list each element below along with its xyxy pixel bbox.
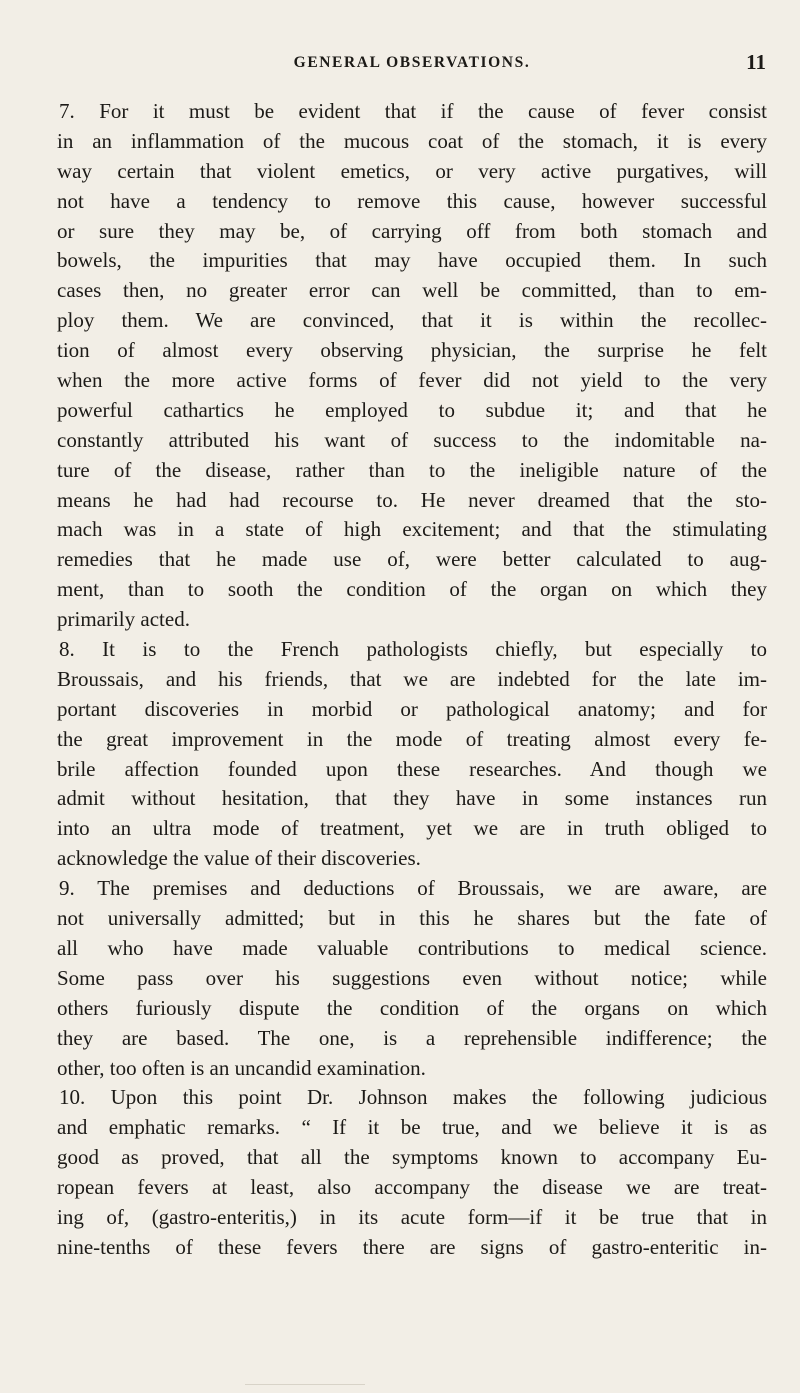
text-line: other, too often is an uncandid examination. bbox=[57, 1055, 426, 1080]
text-line: not have a tendency to remove this cause, however successful bbox=[57, 188, 767, 213]
text-line: primarily acted. bbox=[57, 607, 190, 632]
text-line: others furiously dispute the condition of the organs on which bbox=[57, 995, 767, 1020]
text-line: tion of almost every observing physician, the surprise he felt bbox=[57, 338, 767, 363]
text-line: ture of the disease, rather than to the ineligible nature of the bbox=[57, 457, 767, 482]
text-line: acknowledge the value of their discoveries. bbox=[57, 846, 421, 871]
text-line: nine-tenths of these fevers there are signs of gastro-enteritic in- bbox=[57, 1234, 767, 1259]
text-line: into an ultra mode of treatment, yet we are in truth obliged to bbox=[57, 816, 767, 841]
text-line: 8. It is to the French pathologists chiefly, but especially to bbox=[59, 637, 767, 662]
text-line: ploy them. We are convinced, that it is within the recollec- bbox=[57, 308, 767, 333]
text-line: all who have made valuable contributions to medical science. bbox=[57, 935, 767, 960]
text-line: ing of, (gastro-enteritis,) in its acute form—if it be true that in bbox=[57, 1204, 767, 1229]
text-line: Broussais, and his friends, that we are indebted for the late im- bbox=[57, 666, 767, 691]
running-title: GENERAL OBSERVATIONS. bbox=[293, 54, 531, 71]
text-line: 10. Upon this point Dr. Johnson makes the following judicious bbox=[59, 1085, 767, 1110]
text-line: bowels, the impurities that may have occupied them. In such bbox=[57, 248, 767, 273]
text-line: way certain that violent emetics, or very active purgatives, will bbox=[57, 158, 767, 183]
text-line: when the more active forms of fever did not yield to the very bbox=[57, 368, 767, 393]
text-line: in an inflammation of the mucous coat of the stomach, it is every bbox=[57, 128, 767, 153]
text-line: ment, than to sooth the condition of the organ on which they bbox=[57, 577, 767, 602]
text-line: cases then, no greater error can well be committed, than to em- bbox=[57, 278, 767, 303]
body-text bbox=[57, 97, 767, 1263]
text-line: means he had had recourse to. He never dreamed that the sto- bbox=[57, 487, 767, 512]
text-line: they are based. The one, is a reprehensible indifference; the bbox=[57, 1025, 767, 1050]
text-line: portant discoveries in morbid or pathological anatomy; and for bbox=[57, 696, 767, 721]
text-line: 9. The premises and deductions of Broussais, we are aware, are bbox=[59, 876, 767, 901]
text-line: Some pass over his suggestions even without notice; while bbox=[57, 965, 767, 990]
page-number: 11 bbox=[746, 50, 766, 74]
text-line: constantly attributed his want of success to the indomitable na- bbox=[57, 427, 767, 452]
bottom-rule bbox=[245, 1384, 365, 1385]
text-line: not universally admitted; but in this he shares but the fate of bbox=[57, 906, 767, 931]
running-head bbox=[58, 50, 766, 78]
text-line: mach was in a state of high excitement; and that the stimulating bbox=[57, 517, 767, 542]
text-line: ropean fevers at least, also accompany the disease we are treat- bbox=[57, 1175, 767, 1200]
text-line: 7. For it must be evident that if the cause of fever consist bbox=[59, 99, 767, 123]
text-line: and emphatic remarks. “ If it be true, and we believe it is as bbox=[57, 1115, 767, 1140]
text-line: or sure they may be, of carrying off from both stomach and bbox=[57, 218, 767, 243]
text-line: powerful cathartics he employed to subdue it; and that he bbox=[57, 397, 767, 422]
text-line: brile affection founded upon these researches. And though we bbox=[57, 756, 767, 781]
text-line: admit without hesitation, that they have in some instances run bbox=[57, 786, 767, 811]
text-line: remedies that he made use of, were better calculated to aug- bbox=[57, 547, 767, 572]
text-line: the great improvement in the mode of treating almost every fe- bbox=[57, 726, 767, 751]
text-line: good as proved, that all the symptoms known to accompany Eu- bbox=[57, 1145, 767, 1170]
